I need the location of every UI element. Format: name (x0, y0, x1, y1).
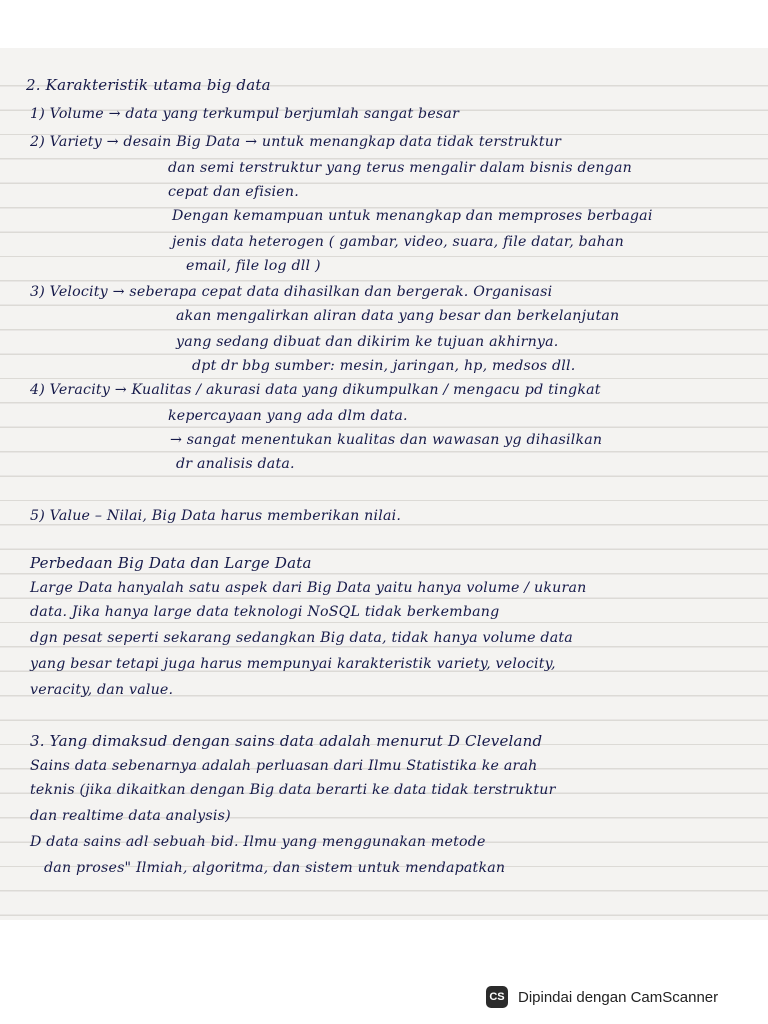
text-line: yang besar tetapi juga harus mempunyai karakteristik variety, velocity, (30, 656, 556, 672)
text-line: Dengan kemampuan untuk menangkap dan memproses berbagai (172, 208, 653, 224)
text-line: 4) Veracity → Kualitas / akurasi data yang dikumpulkan / mengacu pd tingkat (30, 382, 601, 398)
text-line: dgn pesat seperti sekarang sedangkan Big data, tidak hanya volume data (30, 630, 573, 646)
text-line: email, file log dll ) (186, 258, 321, 274)
text-line: dan proses" Ilmiah, algoritma, dan sistem untuk mendapatkan (44, 860, 506, 876)
text-line: dr analisis data. (176, 456, 295, 472)
camscanner-watermark (476, 980, 756, 1014)
watermark-text: Dipindai dengan CamScanner (518, 988, 719, 1006)
text-line: 1) Volume → data yang terkumpul berjumlah sangat besar (30, 106, 460, 122)
text-line: dan realtime data analysis) (30, 808, 231, 824)
text-line: cepat dan efisien. (168, 184, 299, 200)
text-line: 3) Velocity → seberapa cepat data dihasilkan dan bergerak. Organisasi (30, 284, 553, 300)
notebook-page (0, 48, 768, 920)
text-line: D data sains adl sebuah bid. Ilmu yang menggunakan metode (30, 834, 486, 850)
section-heading: 2. Karakteristik utama big data (26, 76, 271, 94)
text-line: dpt dr bbg sumber: mesin, jaringan, hp, medsos dll. (192, 358, 576, 374)
text-line: → sangat menentukan kualitas dan wawasan yg dihasilkan (170, 432, 603, 448)
text-line: Large Data hanyalah satu aspek dari Big Data yaitu hanya volume / ukuran (30, 580, 587, 596)
section-heading: 3. Yang dimaksud dengan sains data adalah menurut D Cleveland (30, 732, 543, 750)
text-line: veracity, dan value. (30, 682, 174, 698)
text-line: teknis (jika dikaitkan dengan Big data berarti ke data tidak terstruktur (30, 782, 556, 798)
text-line: jenis data heterogen ( gambar, video, suara, file datar, bahan (172, 234, 624, 250)
text-line: kepercayaan yang ada dlm data. (168, 408, 408, 424)
text-line: 2) Variety → desain Big Data → untuk menangkap data tidak terstruktur (30, 134, 562, 150)
text-line: dan semi terstruktur yang terus mengalir dalam bisnis dengan (168, 160, 632, 176)
text-line: yang sedang dibuat dan dikirim ke tujuan akhirnya. (176, 334, 559, 350)
text-line: data. Jika hanya large data teknologi NoSQL tidak berkembang (30, 604, 500, 620)
text-line: Sains data sebenarnya adalah perluasan dari Ilmu Statistika ke arah (30, 758, 538, 774)
camscanner-logo-icon: CS (486, 986, 508, 1008)
section-heading: Perbedaan Big Data dan Large Data (30, 554, 312, 572)
text-line: akan mengalirkan aliran data yang besar dan berkelanjutan (176, 308, 620, 324)
text-line: 5) Value – Nilai, Big Data harus memberikan nilai. (30, 508, 402, 524)
